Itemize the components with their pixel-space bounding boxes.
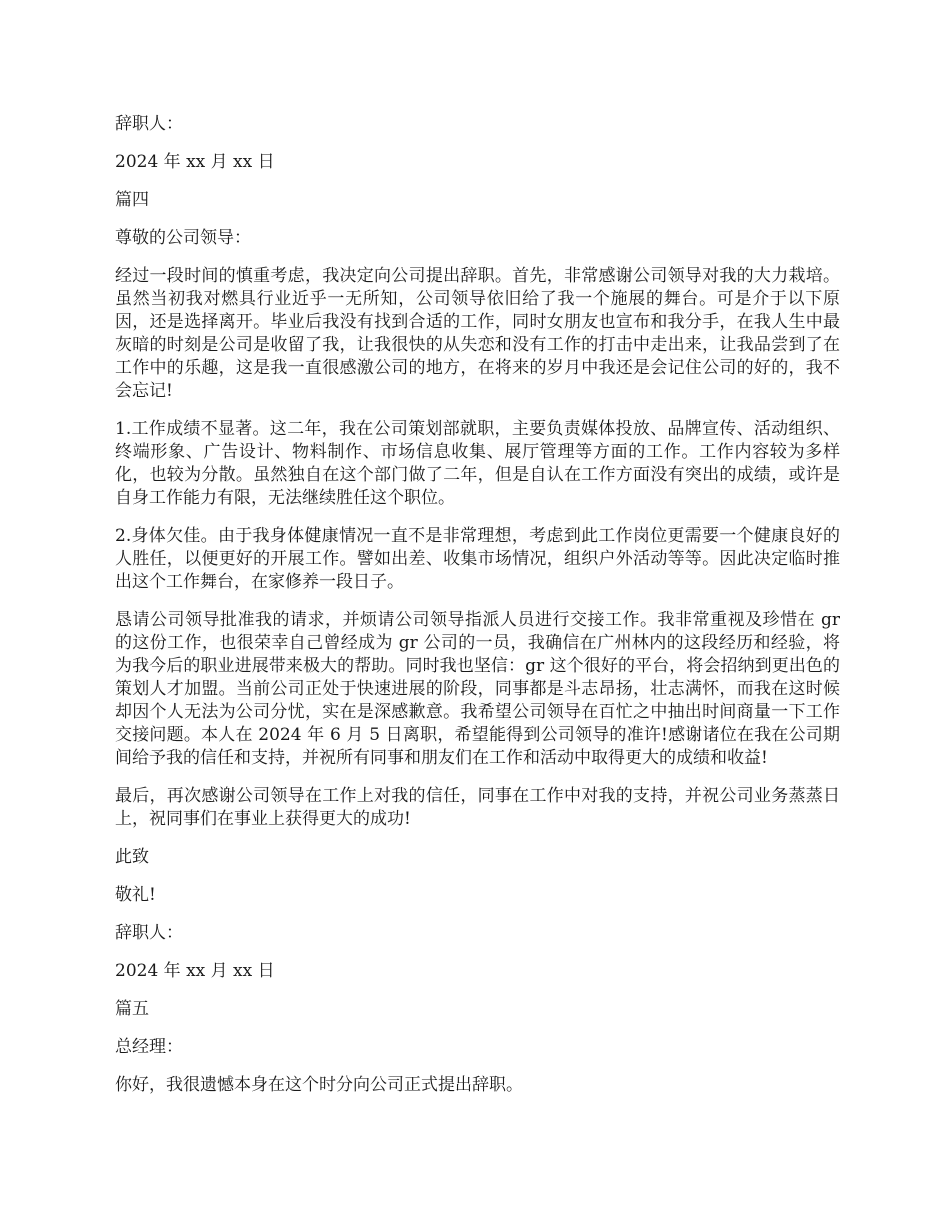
signature-label: 辞职人： xyxy=(115,114,183,134)
signature-label: 辞职人： xyxy=(115,923,183,943)
section-heading: 篇五 xyxy=(115,999,149,1019)
signature-date: 2024 年 xx 月 xx 日 xyxy=(115,961,275,981)
body-paragraph: 最后，再次感谢公司领导在工作上对我的信任，同事在工作中对我的支持，并祝公司业务蒸蒸日上，祝同事们在事业上获得更大的成功! xyxy=(115,786,840,829)
salutation: 总经理： xyxy=(115,1037,183,1057)
body-paragraph: 恳请公司领导批准我的请求，并烦请公司领导指派人员进行交接工作。我非常重视及珍惜在 gr 的这份工作，也很荣幸自己曾经成为 gr 公司的一员，我确信在广州林内的这段经历和经验，将为我今后的职业进展带来极大的帮助。同时我也坚信：gr 这个很好的平台，将会招纳到更出色的策划人才加盟。当前公司正处于快速进展的阶段，同事都是斗志昂扬，壮志满怀，而我在这时候却因个人无法为公司分忧，实在是深感歉意。我希望公司领导在百忙之中抽出时间商量一下工作交接问题。本人在 2024 年 6 月 5 日离职，希望能得到公司领导的准许!感谢诸位在我在公司期间给予我的信任和支持，并祝所有同事和朋友们在工作和活动中取得更大的成绩和收益! xyxy=(115,610,840,768)
body-paragraph: 1.工作成绩不显著。这二年，我在公司策划部就职，主要负责媒体投放、品牌宣传、活动组织、终端形象、广告设计、物料制作、市场信息收集、展厅管理等方面的工作。工作内容较为多样化，也较为分散。虽然独自在这个部门做了二年，但是自认在工作方面没有突出的成绩，或许是自身工作能力有限，无法继续胜任这个职位。 xyxy=(115,419,840,508)
document-body xyxy=(115,113,840,1112)
body-paragraph: 你好，我很遗憾本身在这个时分向公司正式提出辞职。 xyxy=(115,1075,523,1095)
closing-line: 此致 xyxy=(115,847,149,867)
salutation: 尊敬的公司领导： xyxy=(115,228,251,248)
body-paragraph: 经过一段时间的慎重考虑，我决定向公司提出辞职。首先，非常感谢公司领导对我的大力栽培。虽然当初我对燃具行业近乎一无所知，公司领导依旧给了我一个施展的舞台。可是介于以下原因，还是选择离开。毕业后我没有找到合适的工作，同时女朋友也宣布和我分手，在我人生中最灰暗的时刻是公司是收留了我，让我很快的从失恋和没有工作的打击中走出来，让我品尝到了在工作中的乐趣，这是我一直很感激公司的地方，在将来的岁月中我还是会记住公司的好的，我不会忘记! xyxy=(115,266,840,401)
section-heading: 篇四 xyxy=(115,190,149,210)
signature-date: 2024 年 xx 月 xx 日 xyxy=(115,152,275,172)
closing-line: 敬礼! xyxy=(115,885,156,905)
body-paragraph: 2.身体欠佳。由于我身体健康情况一直不是非常理想，考虑到此工作岗位更需要一个健康良好的人胜任，以便更好的开展工作。譬如出差、收集市场情况，组织户外活动等等。因此决定临时推出这个工作舞台，在家修养一段日子。 xyxy=(115,526,840,592)
